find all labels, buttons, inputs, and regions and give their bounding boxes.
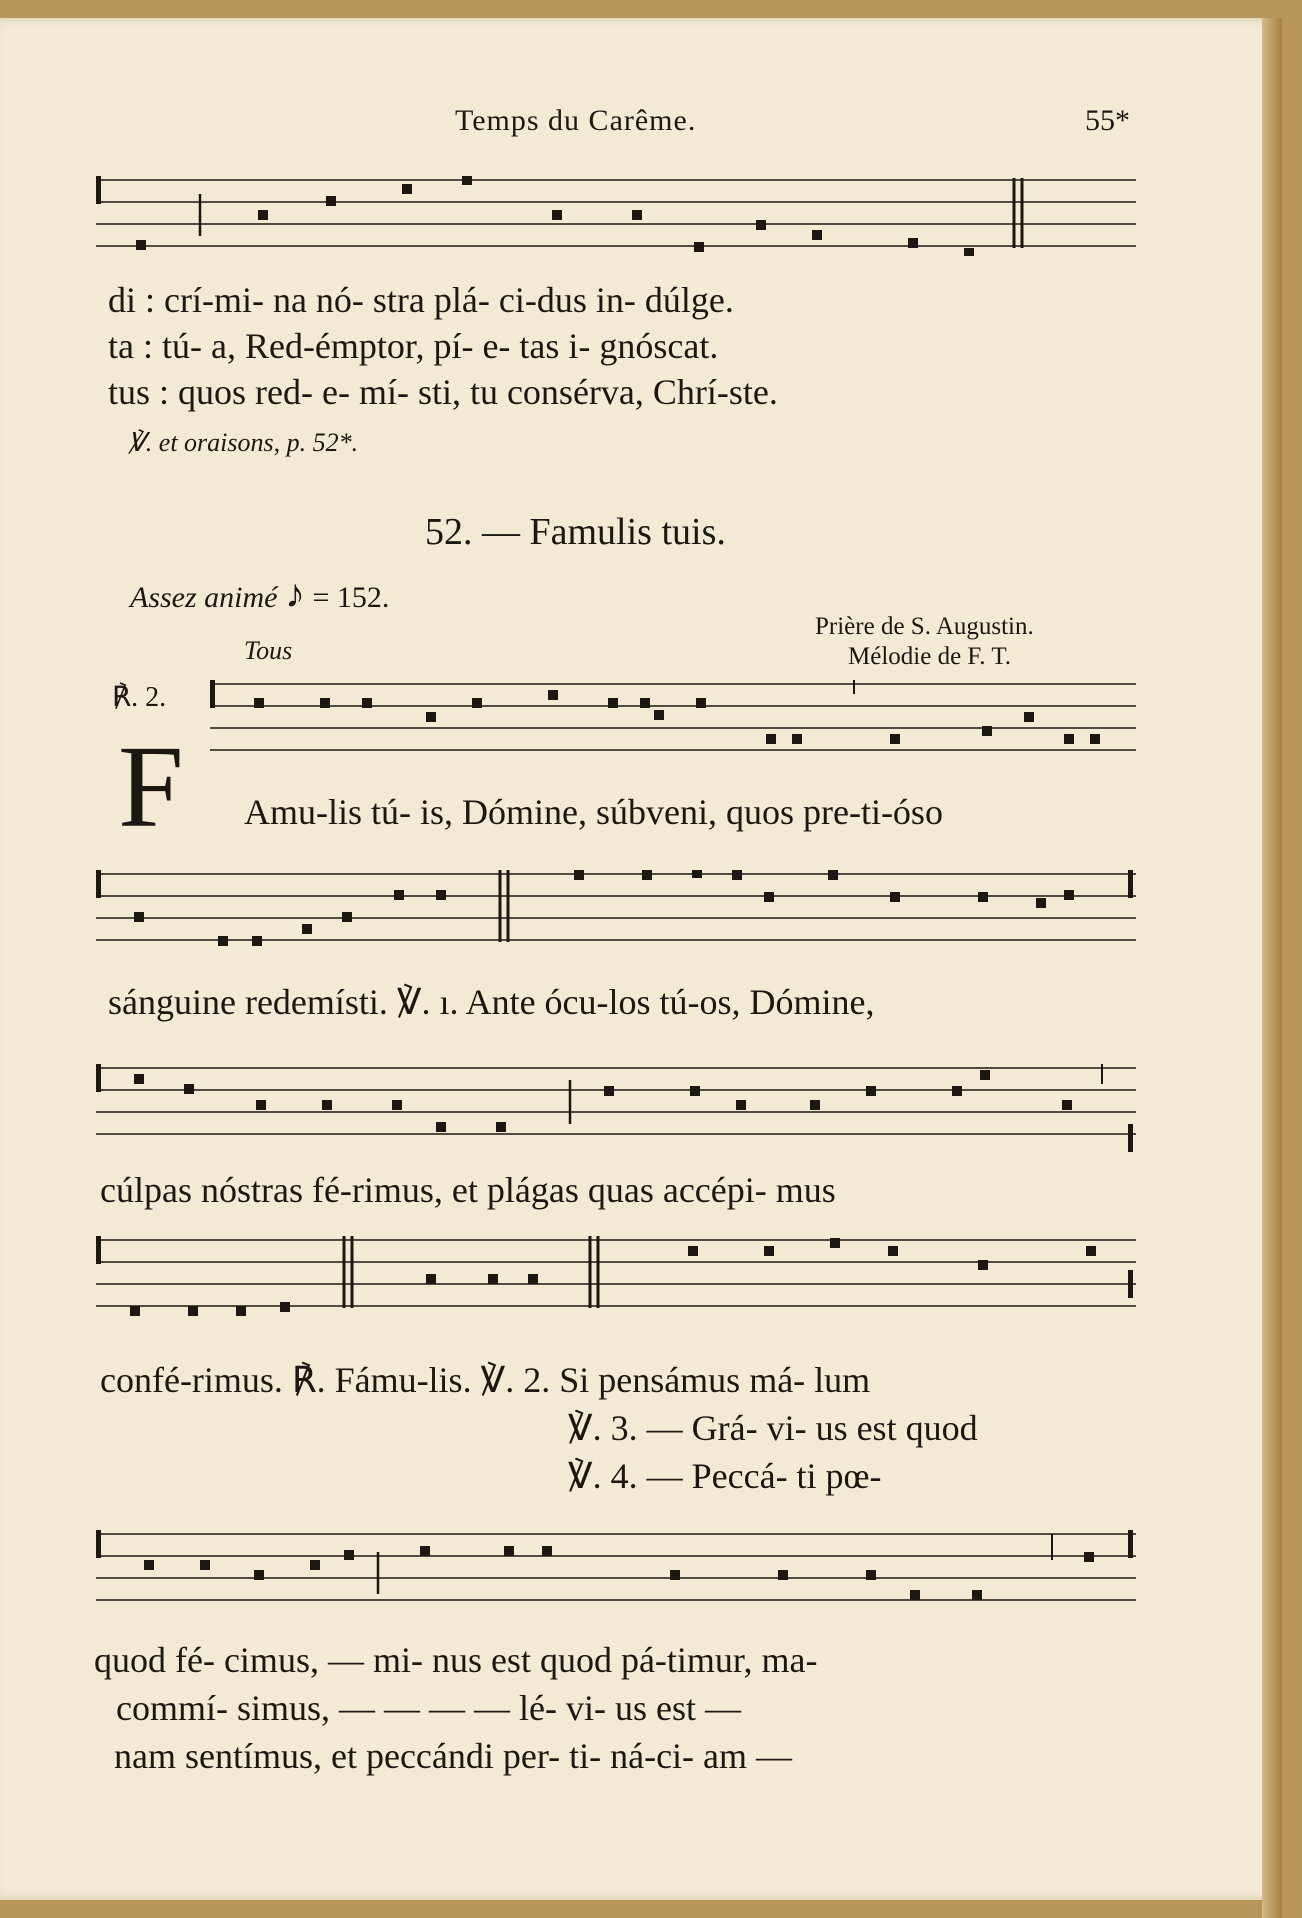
staff-5: [96, 1236, 1136, 1326]
source-line-1: Prière de S. Augustin.: [815, 613, 1034, 640]
staff-3: [96, 870, 1136, 950]
tempo-value: = 152.: [312, 581, 390, 614]
respond-marker: ℟. 2.: [112, 682, 167, 713]
staff-1: [96, 176, 1136, 256]
lyric-line: Amu-lis tú- is, Dómine, súbveni, quos pre-ti-óso: [244, 792, 943, 832]
lyric-line: ta : tú- a, Red-émptor, pí- e- tas i- gnóscat.: [108, 326, 719, 366]
lyric-line: quod fé- cimus, — mi- nus est quod pá-timur, ma-: [94, 1640, 818, 1680]
running-head-title: Temps du Carême.: [455, 104, 697, 137]
lyric-line: di : crí-mi- na nó- stra plá- ci-dus in- dúlge.: [108, 280, 734, 320]
tempo-text: Assez animé: [130, 581, 278, 614]
page-edge: [1262, 18, 1282, 1918]
lyric-line: sánguine redemísti. ℣. ı. Ante ócu-los tú-os, Dómine,: [108, 982, 875, 1022]
tempo-marking: [130, 570, 389, 617]
lyric-line: nam sentímus, et peccándi per- ti- ná-ci- am —: [114, 1736, 793, 1776]
tous-label: Tous: [244, 636, 293, 665]
lyric-line: confé-rimus. ℟. Fámu-lis. ℣. 2. Si pensámus má- lum: [100, 1360, 871, 1400]
page-number: 55*: [1085, 104, 1130, 137]
lyric-line: ℣. 4. — Peccá- ti pœ-: [568, 1456, 882, 1496]
lyric-line: ℣. 3. — Grá- vi- us est quod: [568, 1408, 978, 1448]
eighth-note-icon: ♪: [284, 571, 305, 616]
lyric-line: commí- simus, — — — — lé- vi- us est —: [116, 1688, 741, 1728]
source-line-2: Mélodie de F. T.: [848, 643, 1012, 670]
staff-2: [210, 680, 1136, 760]
drop-cap: F: [118, 721, 184, 852]
lyric-line: tus : quos red- e- mí- sti, tu consérva, Chrí-ste.: [108, 372, 778, 412]
versicle-reference: ℣. et oraisons, p. 52*.: [128, 428, 359, 457]
lyric-line: cúlpas nóstras fé-rimus, et plágas quas accépi- mus: [100, 1170, 836, 1210]
chant-title: 52. — Famulis tuis.: [425, 511, 726, 553]
staff-6: [96, 1530, 1136, 1620]
staff-4: [96, 1064, 1136, 1154]
